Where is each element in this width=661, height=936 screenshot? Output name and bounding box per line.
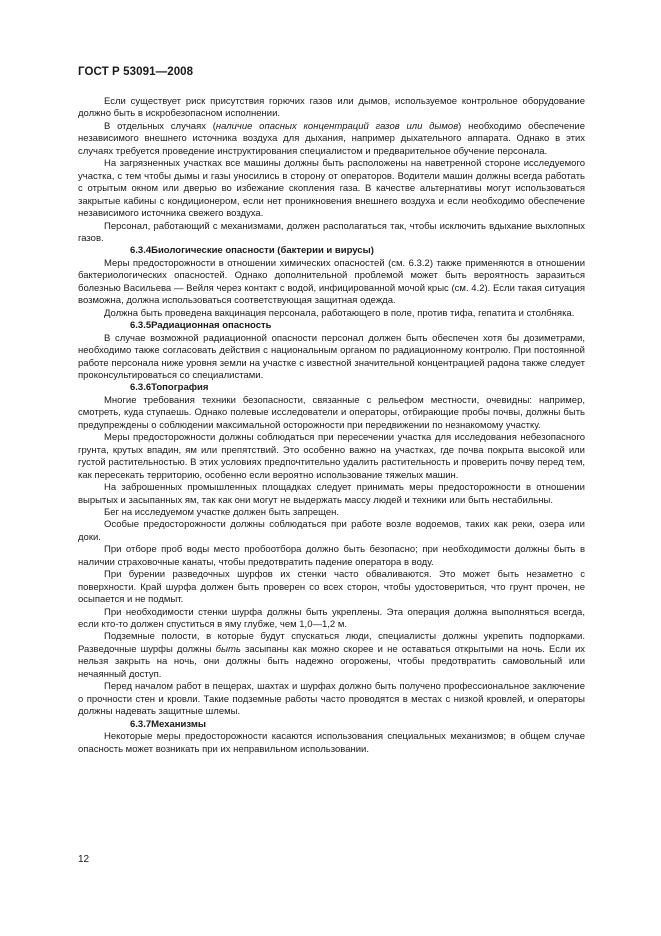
- paragraph: Некоторые меры предосторожности касаются использования специальных механизмов; в общем случае опасность может возникать при их неправильном использовании.: [78, 731, 585, 755]
- paragraph: При необходимости стенки шурфа должны быть укреплены. Эта операция должна выполняться всегда, если кто-то должен спуститься в яму глубже, чем 1,0—1,2 м.: [78, 606, 585, 631]
- paragraph: На заброшенных промышленных площадках следует принимать меры предосторожности в отношении вырытых и засыпанных ям, так как они могут не выдержать массу людей и техники или быть нестабильны.: [78, 482, 585, 506]
- paragraph: Бег на исследуемом участке должен быть запрещен.: [104, 506, 340, 518]
- section-title: Радиационная опасность: [151, 320, 272, 332]
- section-number: 6.3.7: [130, 718, 152, 730]
- paragraph: В случае возможной радиационной опасности персонал должен быть обеспечен хотя бы дозиметрами, необходимо также согласовать действия с национальным органом по радиационному контролю. При постоянной работе персонала ниже уровня земли на участке с известной значительной концентрацией радона также следует проконсультироваться со специалистами.: [78, 332, 585, 381]
- section-number: 6.3.6: [130, 382, 152, 394]
- section-heading-6-3-6: [78, 382, 585, 394]
- italic-phrase: быть: [215, 643, 241, 655]
- paragraph: Многие требования техники безопасности, связанные с рельефом местности, очевидны: например, смотреть, куда ступаешь. Однако полевые исследователи и операторы, отбирающие пробы почвы, должны быть предупреждены о соблюдении максимальной осторожности при передвижении по незнакомому участку.: [78, 394, 585, 431]
- italic-phrase: наличие опасных концентраций газов или дымов: [215, 120, 459, 132]
- paragraph: В отдельных случаях (наличие опасных концентраций газов или дымов) необходимо обеспечение независимого внешнего источника воздуха для дыхания, например дыхательного аппарата. Однако в этих случаях требуется проведение инструктирования специалистом и предварительное обучение персонала.: [78, 120, 585, 157]
- paragraph: Перед началом работ в пещерах, шахтах и шурфах должно быть получено профессиональное заключение о прочности стен и кровли. Такие подземные работы часто проводятся в местах с низкой кровлей, и операторы должны надевать защитные шлемы.: [78, 681, 585, 718]
- document-body: [78, 96, 585, 756]
- paragraph: Меры предосторожности должны соблюдаться при пересечении участка для исследования небезопасного грунта, крутых впадин, ям или препятствий. Это особенно важно на участках, где почва покрыта высокой или густой растительностью. В этих условиях предпочтительно удалить растительность и проверить почву перед тем, как пересекать территорию, особенно если вероятно использование тяжелых машин.: [78, 432, 585, 481]
- section-title: Биологические опасности (бактерии и вирусы): [151, 245, 374, 257]
- paragraph: Если существует риск присутствия горючих газов или дымов, используемое контрольное оборудование должно быть в искробезопасном исполнении.: [78, 96, 585, 120]
- paragraph: На загрязненных участках все машины должны быть расположены на наветренной стороне исследуемого участка, с тем чтобы дымы и газы уносились в сторону от операторов. Водители машин должны всегда работать с отрытым окном или дверью во избежание скопления газа. В качестве альтернативы могут использоваться закрытые кабины с кондиционером, если нет проникновения внешнего воздуха и если необходимо обеспечение независимого источника свежего воздуха.: [78, 158, 585, 220]
- section-number: 6.3.5: [130, 320, 152, 332]
- section-heading-6-3-5: [78, 320, 585, 332]
- section-heading-6-3-4: [78, 245, 585, 257]
- paragraph: Меры предосторожности в отношении химических опасностей (см. 6.3.2) также применяются в отношении бактериологических опасностей. Однако дополнительной проблемой может быть вероятность заразиться болезнью Васильева — Вейля через контакт с водой, инфицированной мочой крыс (см. 4.2). Если такая ситуация возможна, должна использоваться соответствующая защитная одежда.: [78, 257, 585, 307]
- paragraph: Подземные полости, в которые будут спускаться люди, специалисты должны укрепить подпорками. Разведочные шурфы должны быть засыпаны как можно скорее и не оставаться открытыми на ночь. Если их нельзя закрыть на ночь, они должны быть надежно огорожены, чтобы предотвратить самовольный или нечаянный доступ.: [78, 631, 586, 680]
- paragraph: Персонал, работающий с механизмами, должен располагаться так, чтобы исключить вдыхание выхлопных газов.: [78, 220, 585, 244]
- page-number: 12: [78, 854, 90, 865]
- paragraph: При отборе проб воды место пробоотбора должно быть безопасно; при необходимости должны быть в наличии страховочные канаты, чтобы предотвратить падение оператора в воду.: [78, 544, 585, 568]
- paragraph: Должна быть проведена вакцинация персонала, работающего в поле, против тифа, гепатита и столбняка.: [104, 307, 575, 319]
- paragraph: При бурении разведочных шурфов их стенки часто обваливаются. Это может быть незаметно с поверхности. Край шурфа должен быть проверен со всех сторон, чтобы удостовериться, что грунт прочен, не осыпается и не подмыт.: [78, 569, 585, 606]
- section-title: Механизмы: [151, 718, 206, 730]
- section-title: Топография: [151, 382, 209, 394]
- paragraph: Особые предосторожности должны соблюдаться при работе возле водоемов, таких как реки, озера или доки.: [78, 519, 585, 543]
- section-heading-6-3-7: [78, 719, 585, 731]
- section-number: 6.3.4: [130, 245, 152, 257]
- document-header: ГОСТ Р 53091—2008: [78, 66, 194, 78]
